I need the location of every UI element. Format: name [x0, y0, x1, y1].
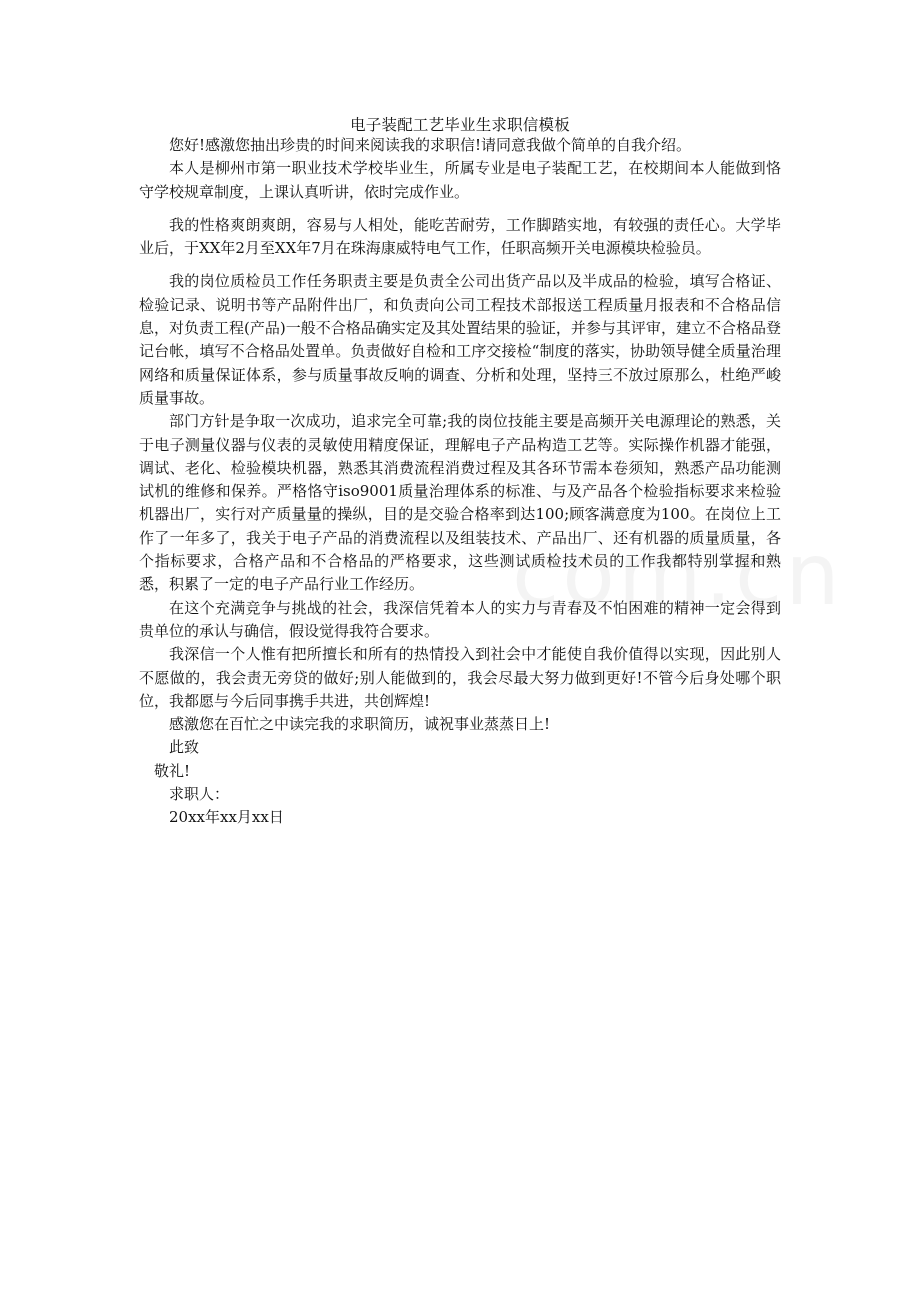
date-line: 20xx年xx月xx日	[169, 808, 284, 827]
closing-line-2: 敬礼!	[154, 761, 191, 780]
paragraph-greeting: 您好!感激您抽出珍贵的时间来阅读我的求职信!请同意我做个简单的自我介绍。	[169, 136, 692, 154]
signature-label: 求职人：	[169, 785, 230, 804]
closing-line-1: 此致	[169, 738, 200, 757]
paragraph-thanks: 感激您在百忙之中读完我的求职简历，诚祝事业蒸蒸日上!	[169, 715, 551, 734]
paragraph-confidence: 在这个充满竞争与挑战的社会，我深信凭着本人的实力与青春及不怕困难的精神一定会得到贵单位的承认与确信，假设觉得我符合要求。	[139, 598, 781, 640]
document-title: 电子装配工艺毕业生求职信模板	[350, 116, 570, 134]
paragraph-aspiration: 我深信一个人惟有把所擅长和所有的热情投入到社会中才能使自我价值得以实现，因此别人不愿做的，我会责无旁贷的做好;别人能做到的，我会尽最大努力做到更好!不管今后身处哪个职位，我都愿与今后同事携手共进，共创辉煌!	[139, 645, 781, 710]
paragraph-personality: 我的性格爽朗爽朗，容易与人相处，能吃苦耐劳，工作脚踏实地，有较强的责任心。大学毕业后，于XX年2月至XX年7月在珠海康威特电气工作，任职高频开关电源模块检验员。	[139, 215, 781, 258]
paragraph-introduction: 本人是柳州市第一职业技术学校毕业生，所属专业是电子装配工艺，在校期间本人能做到恪守学校规章制度，上课认真听讲，依时完成作业。	[139, 159, 781, 201]
paragraph-job-duties: 我的岗位质检员工作任务职责主要是负责全公司出货产品以及半成品的检验，填写合格证、检验记录、说明书等产品附件出厂，和负责向公司工程技术部报送工程质量月报表和不合格品信息，对负责工程(产品)一般不合格品确实定及其处置结果的验证，并参与其评审，建立不合格品登记台帐，填写不合格品处置单。负责做好自检和工序交接检“制度的落实，协助领导健全质量治理网络和质量保证体系，参与质量事故反响的调查、分析和处理，坚持三不放过原那么，杜绝严峻质量事故。	[139, 272, 781, 407]
paragraph-skills: 部门方针是争取一次成功，追求完全可靠;我的岗位技能主要是高频开关电源理论的熟悉，关于电子测量仪器与仪表的灵敏使用精度保证，理解电子产品构造工艺等。实际操作机器才能强，调试、老化、检验模块机器，熟悉其消费流程消费过程及其各环节需本卷须知，熟悉产品功能测试机的维修和保养。严格恪守iso9001质量治理体系的标准、与及产品各个检验指标要求来检验机器出厂，实行对产质量量的操纵，目的是交验合格率到达100;顾客满意度为100。在岗位上工作了一年多了，我关于电子产品的消费流程以及组装技术、产品出厂、还有机器的质量质量，各个指标要求，合格产品和不合格品的严格要求，这些测试质检技术员的工作我都特别掌握和熟悉，积累了一定的电子产品行业工作经历。	[139, 412, 781, 594]
letter-body	[139, 134, 781, 830]
